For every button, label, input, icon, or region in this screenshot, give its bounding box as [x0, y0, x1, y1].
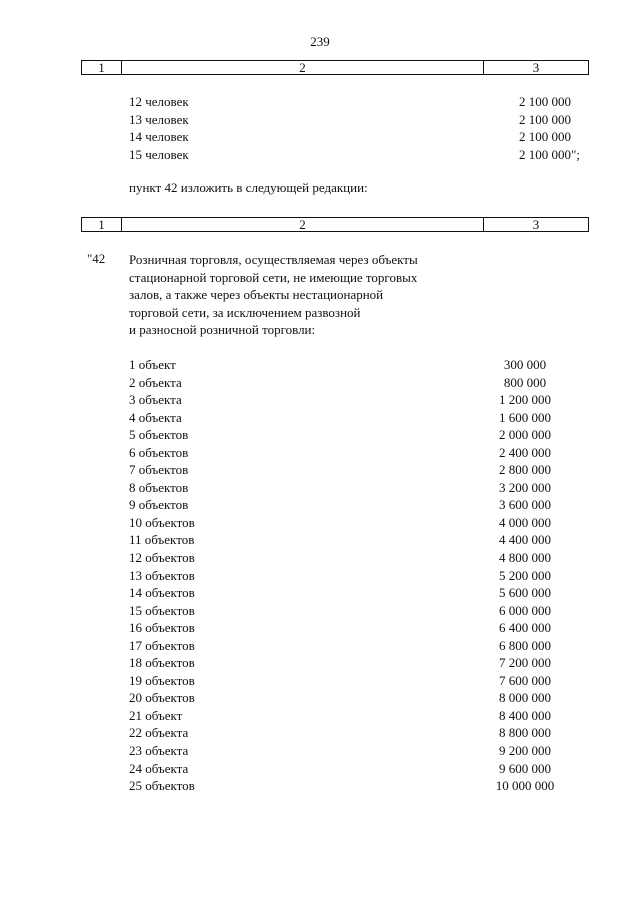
row-value: 2 000 000	[499, 427, 551, 443]
table-row	[0, 461, 640, 479]
page-number: 239	[310, 34, 330, 49]
row-label: 12 человек	[129, 94, 189, 109]
table-row	[0, 391, 640, 409]
object-rows	[0, 356, 640, 795]
amendment-instruction: пункт 42 изложить в следующей редакции:	[129, 180, 368, 195]
table-row	[0, 531, 640, 549]
row-value: 2 100 000	[519, 94, 571, 109]
table-row	[0, 724, 640, 742]
column-header-2: 2	[122, 61, 484, 75]
table-row	[0, 356, 640, 374]
column-header-3: 3	[484, 218, 589, 232]
table-row	[0, 637, 640, 655]
table-row	[0, 707, 640, 725]
row-label: 3 объекта	[129, 392, 182, 408]
table-row	[0, 374, 640, 392]
row-value: 3 200 000	[499, 479, 551, 495]
row-value: 8 400 000	[499, 707, 551, 723]
table-row	[0, 514, 640, 532]
description-line: залов, а также через объекты нестационарной	[129, 287, 384, 302]
description-line: Розничная торговля, осуществляемая через объекты	[129, 252, 418, 267]
row-label: 9 объектов	[129, 497, 189, 513]
row-value: 9 600 000	[499, 760, 551, 776]
row-value: 5 600 000	[499, 585, 551, 601]
column-header-table-bottom	[81, 217, 589, 232]
table-row	[0, 409, 640, 427]
table-row	[0, 602, 640, 620]
table-row	[0, 549, 640, 567]
row-label: 17 объектов	[129, 637, 195, 653]
row-label: 22 объекта	[129, 725, 189, 741]
row-value: 6 800 000	[499, 637, 551, 653]
row-value: 2 100 000	[519, 111, 571, 127]
row-label: 25 объектов	[129, 778, 195, 794]
table-row	[0, 111, 640, 129]
row-value: 4 000 000	[499, 514, 551, 530]
row-label: 5 объектов	[129, 427, 189, 443]
row-value: 2 100 000	[519, 129, 571, 145]
row-value: 8 800 000	[499, 725, 551, 741]
row-label: 8 объектов	[129, 479, 189, 495]
column-header-3: 3	[484, 61, 589, 75]
column-header-2: 2	[122, 218, 484, 232]
table-row	[0, 760, 640, 778]
row-label: 1 объект	[129, 357, 176, 372]
row-value: 8 000 000	[499, 690, 551, 706]
row-label: 11 объектов	[129, 532, 195, 548]
description-line: стационарной торговой сети, не имеющие торговых	[129, 269, 418, 285]
table-row	[0, 654, 640, 672]
row-label: 10 объектов	[129, 514, 195, 530]
table-row	[0, 496, 640, 514]
row-value: 5 200 000	[499, 567, 551, 583]
row-value: 10 000 000	[495, 778, 555, 794]
row-value: 6 400 000	[499, 620, 551, 636]
column-header-1: 1	[82, 61, 122, 75]
row-value: 3 600 000	[499, 497, 551, 513]
row-label: 19 объектов	[129, 672, 195, 688]
row-label: 23 объекта	[129, 743, 189, 759]
item-description	[129, 251, 489, 339]
table-row	[0, 584, 640, 602]
description-line: торговой сети, за исключением развозной	[129, 304, 361, 320]
row-value: 7 600 000	[499, 672, 551, 688]
table-row	[0, 689, 640, 707]
row-label: 18 объектов	[129, 655, 195, 671]
row-value: 800 000	[503, 374, 547, 390]
table-row	[0, 742, 640, 760]
table-row	[0, 619, 640, 637]
row-label: 24 объекта	[129, 760, 189, 776]
row-label: 20 объектов	[129, 690, 195, 706]
row-value: 4 400 000	[499, 532, 551, 548]
row-value: 4 800 000	[499, 550, 551, 566]
table-row	[0, 567, 640, 585]
row-label: 2 объекта	[129, 374, 182, 390]
row-label: 7 объектов	[129, 462, 189, 478]
row-value: 9 200 000	[499, 743, 551, 759]
table-row	[0, 479, 640, 497]
row-value: 1 200 000	[499, 392, 551, 408]
row-value: 6 000 000	[499, 602, 551, 618]
table-row	[0, 426, 640, 444]
item-number: "42	[87, 251, 106, 266]
row-label: 15 человек	[129, 146, 189, 162]
description-line: и разносной розничной торговли:	[129, 322, 316, 337]
table-row	[0, 444, 640, 462]
row-value: 2 400 000	[499, 444, 551, 460]
column-header-table-top	[81, 60, 589, 75]
row-label: 13 человек	[129, 111, 189, 127]
row-label: 14 человек	[129, 129, 189, 145]
table-row	[0, 146, 640, 164]
row-value: 7 200 000	[499, 655, 551, 671]
row-value: 2 100 000";	[519, 146, 580, 162]
row-label: 6 объектов	[129, 444, 189, 460]
row-label: 21 объект	[129, 707, 183, 723]
row-label: 13 объектов	[129, 567, 195, 583]
table-row	[0, 128, 640, 146]
people-rows	[0, 93, 640, 163]
row-label: 14 объектов	[129, 585, 195, 601]
row-label: 15 объектов	[129, 602, 195, 618]
row-value: 1 600 000	[499, 409, 551, 425]
row-label: 16 объектов	[129, 620, 195, 636]
table-row	[0, 93, 640, 111]
row-label: 12 объектов	[129, 550, 195, 566]
table-row	[0, 672, 640, 690]
row-value: 300 000	[503, 357, 547, 372]
column-header-1: 1	[82, 218, 122, 232]
row-value: 2 800 000	[499, 462, 551, 478]
table-row	[0, 777, 640, 795]
row-label: 4 объекта	[129, 409, 182, 425]
